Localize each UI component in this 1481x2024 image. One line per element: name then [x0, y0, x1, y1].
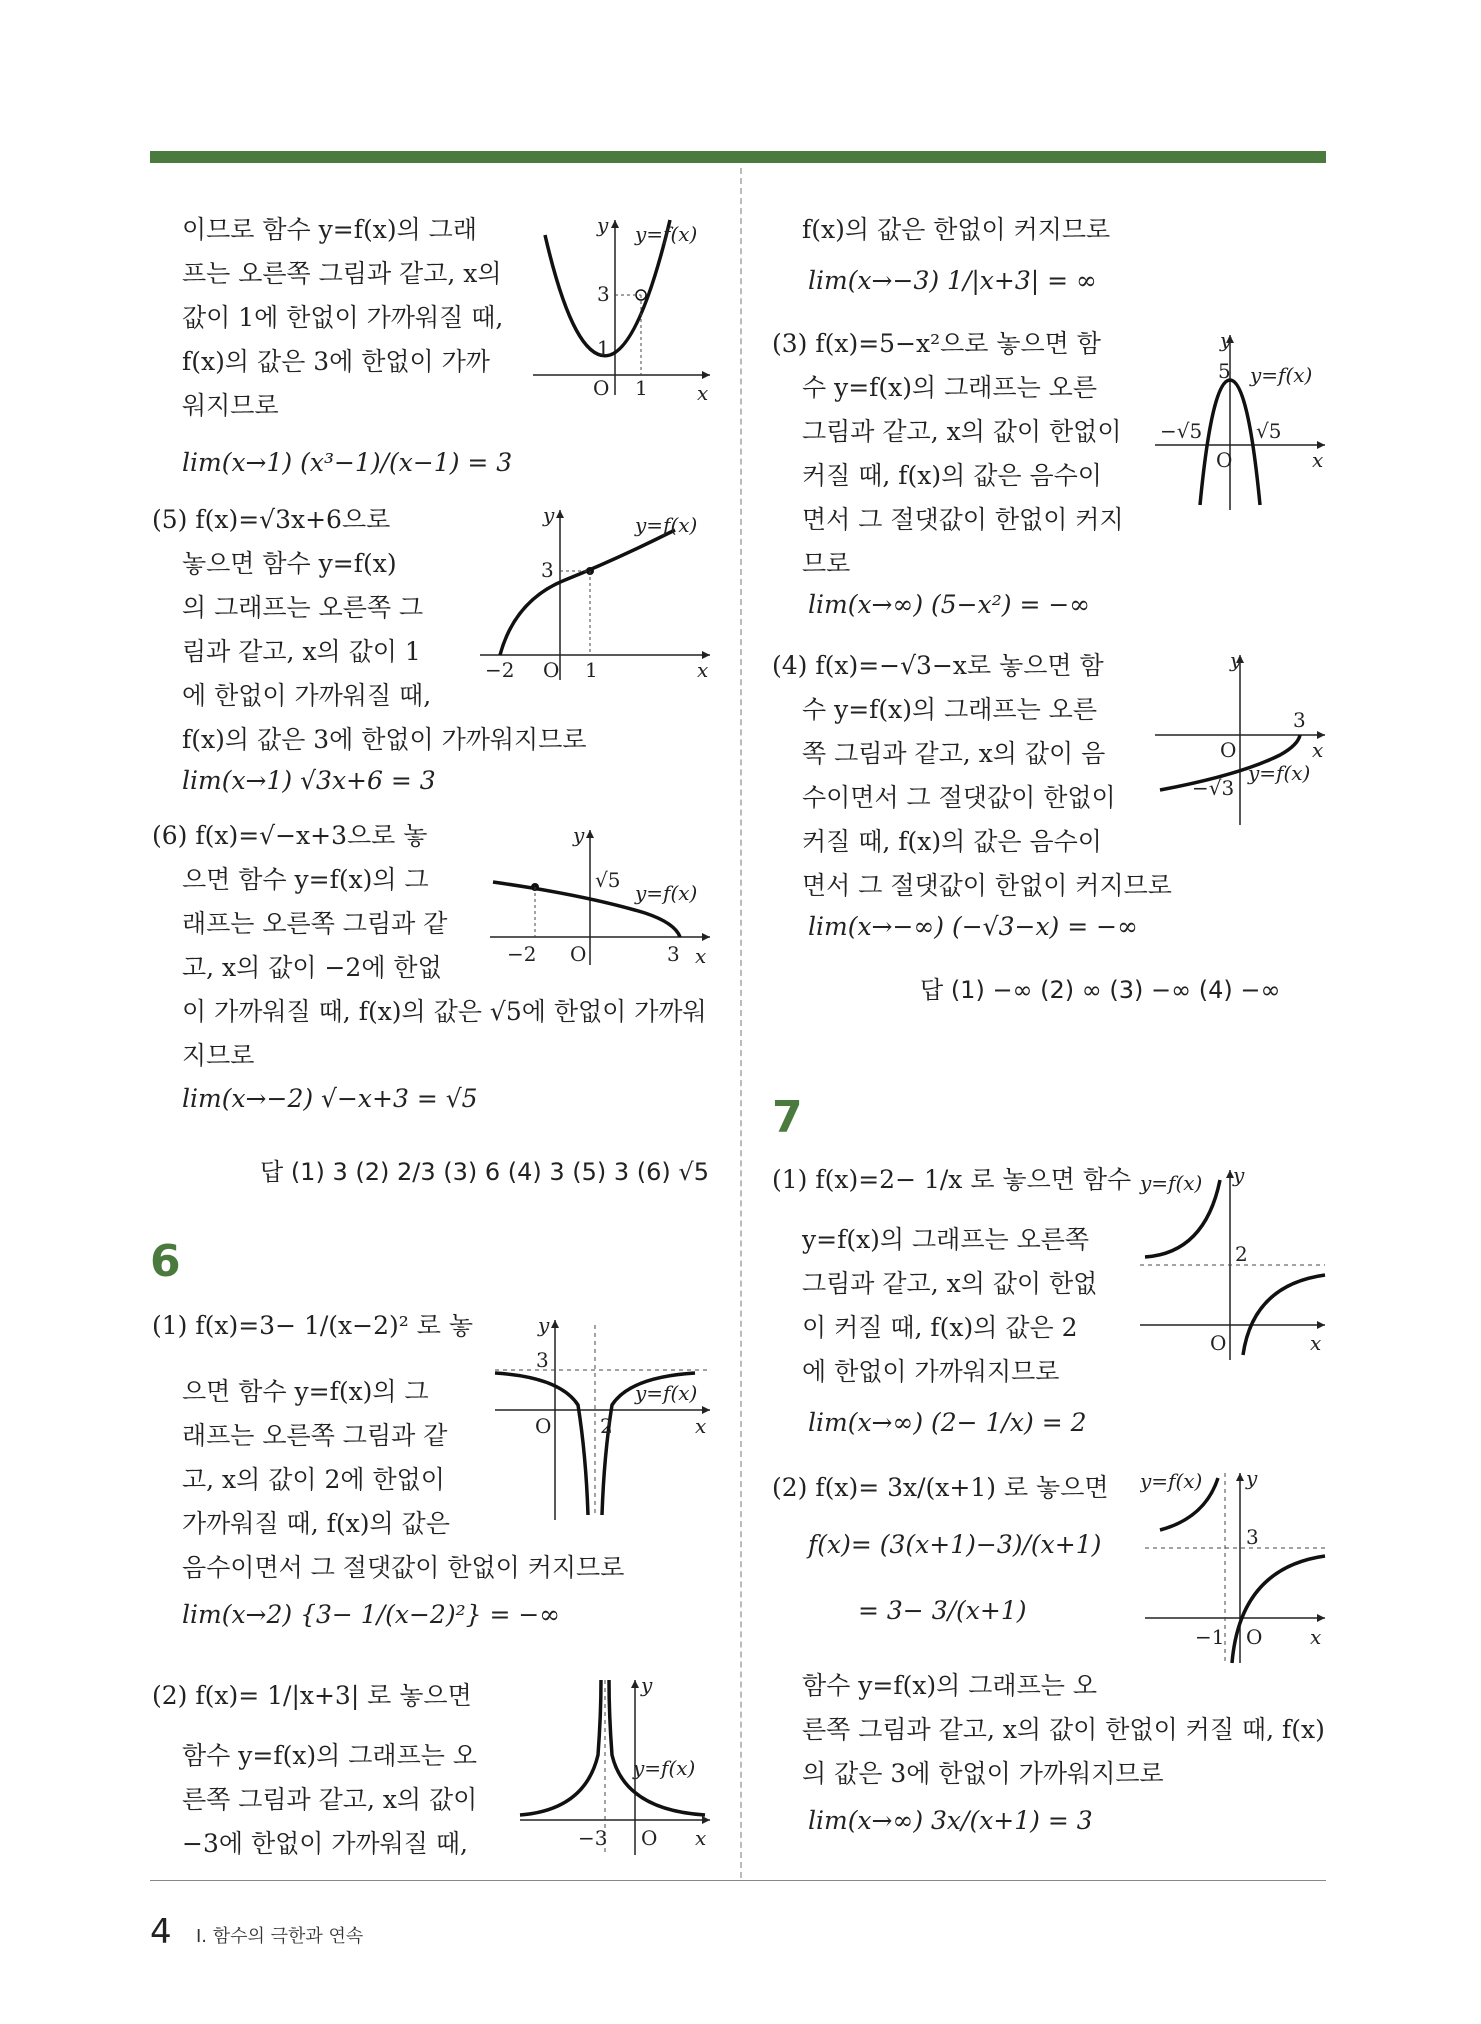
text-line: 에 한없이 가까워질 때,: [182, 681, 432, 710]
tick-label: 2: [600, 1414, 613, 1438]
x-axis-label: x: [695, 944, 707, 968]
origin-label: O: [535, 1414, 552, 1438]
graph-p4: [525, 215, 715, 400]
tick-label: 2: [1235, 1242, 1248, 1266]
text-line: f(x)의 값은 3에 한없이 가까: [182, 347, 490, 376]
tick-label: 3: [597, 282, 610, 306]
limit-expression: lim(x→−∞) (−√3−x) = −∞: [808, 912, 1138, 941]
origin-label: O: [570, 942, 587, 966]
tick-label: −2: [507, 942, 537, 966]
text-line: (4) f(x)=−√3−x로 놓으면 함: [772, 651, 1104, 680]
limit-expression: lim(x→−3) 1/|x+3| = ∞: [808, 266, 1097, 295]
y-axis-label: y: [1233, 1165, 1245, 1187]
text-line: f(x)의 값은 한없이 커지므로: [802, 215, 1111, 244]
x-axis-label: x: [1312, 738, 1324, 762]
limit-expression: lim(x→∞) (5−x²) = −∞: [808, 590, 1091, 619]
x-axis-label: x: [1312, 448, 1324, 472]
text-line: 고, x의 값이 2에 한없이: [182, 1465, 445, 1494]
text-line: 므로: [802, 549, 851, 578]
tick-label: 1: [635, 376, 648, 400]
curve-label: y=f(x): [1140, 1469, 1203, 1493]
origin-label: O: [1210, 1331, 1227, 1355]
text-line: 의 값은 3에 한없이 가까워지므로: [802, 1759, 1164, 1788]
curve-label: y=f(x): [635, 1381, 698, 1405]
text-line: (6) f(x)=√−x+3으로 놓: [152, 821, 428, 850]
limit-expression: lim(x→1) √3x+6 = 3: [182, 766, 436, 795]
origin-label: O: [1220, 738, 1237, 762]
graph-6-1: [490, 1315, 715, 1525]
graph-6-2: [515, 1675, 715, 1860]
text-line: f(x)= (3(x+1)−3)/(x+1): [808, 1530, 1102, 1559]
graph-p3: [1150, 330, 1330, 515]
tick-label: 1: [597, 336, 610, 360]
text-line: 으면 함수 y=f(x)의 그: [182, 865, 429, 894]
x-axis-label: x: [697, 658, 709, 682]
text-line: 의 그래프는 오른쪽 그: [182, 593, 424, 622]
answer-line: 답 (1) 3 (2) 2/3 (3) 6 (4) 3 (5) 3 (6) √5: [260, 1158, 709, 1186]
tick-label: 3: [541, 558, 554, 582]
curve-label: y=f(x): [1250, 363, 1313, 387]
text-line: 값이 1에 한없이 가까워질 때,: [182, 303, 504, 332]
text-line: 림과 같고, x의 값이 1: [182, 637, 421, 666]
text-line: 수이면서 그 절댓값이 한없이: [802, 783, 1116, 812]
text-line: 면서 그 절댓값이 한없이 커지므로: [802, 871, 1172, 900]
text-line: −3에 한없이 가까워질 때,: [182, 1829, 468, 1858]
text-line: (5) f(x)=√3x+6으로: [152, 505, 391, 534]
text-line: 커질 때, f(x)의 값은 음수이: [802, 827, 1102, 856]
footer-rule: [150, 1880, 1326, 1881]
limit-expression: lim(x→−2) √−x+3 = √5: [182, 1084, 478, 1113]
text-line: 른쪽 그림과 같고, x의 값이 한없이 커질 때, f(x): [802, 1715, 1325, 1744]
text-line: (1) f(x)=3− 1/(x−2)² 로 놓: [152, 1311, 473, 1340]
text-line: = 3− 3/(x+1): [858, 1596, 1027, 1625]
column-divider: [740, 168, 742, 1878]
page-number: 4: [150, 1912, 172, 1952]
y-axis-label: y: [597, 215, 609, 237]
text-line: 고, x의 값이 −2에 한없: [182, 953, 442, 982]
tick-label: −√3: [1192, 776, 1235, 800]
text-line: 른쪽 그림과 같고, x의 값이: [182, 1785, 478, 1814]
text-line: 지므로: [182, 1041, 255, 1070]
y-axis-label: y: [1230, 650, 1242, 672]
y-axis-label: y: [543, 505, 555, 527]
section-number: 7: [772, 1092, 803, 1143]
text-line: (3) f(x)=5−x²으로 놓으면 함: [772, 329, 1101, 358]
y-axis-label: y: [641, 1675, 653, 1697]
tick-label: 3: [1293, 708, 1306, 732]
text-line: y=f(x)의 그래프는 오른쪽: [802, 1225, 1090, 1254]
limit-expression: lim(x→2) {3− 1/(x−2)²} = −∞: [182, 1600, 561, 1629]
text-line: 그림과 같고, x의 값이 한없: [802, 1269, 1098, 1298]
limit-expression: lim(x→∞) (2− 1/x) = 2: [808, 1408, 1087, 1437]
tick-label: √5: [595, 868, 621, 892]
tick-label: √5: [1256, 419, 1282, 443]
origin-label: O: [1246, 1625, 1263, 1649]
tick-label: −√5: [1160, 419, 1203, 443]
y-axis-label: y: [1220, 330, 1232, 352]
text-line: 놓으면 함수 y=f(x): [182, 549, 397, 578]
text-line: 에 한없이 가까워지므로: [802, 1357, 1060, 1386]
limit-expression: lim(x→1) (x³−1)/(x−1) = 3: [182, 448, 513, 477]
text-line: 래프는 오른쪽 그림과 같: [182, 909, 448, 938]
x-axis-label: x: [697, 381, 709, 400]
y-axis-label: y: [1246, 1468, 1258, 1490]
origin-label: O: [543, 658, 560, 682]
section-number: 6: [150, 1236, 181, 1287]
text-line: 래프는 오른쪽 그림과 같: [182, 1421, 448, 1450]
text-line: (2) f(x)= 3x/(x+1) 로 놓으면: [772, 1473, 1109, 1502]
tick-label: 3: [667, 942, 680, 966]
chapter-title: Ⅰ. 함수의 극한과 연속: [196, 1926, 364, 1947]
text-line: 가까워질 때, f(x)의 값은: [182, 1509, 450, 1538]
text-line: 프는 오른쪽 그림과 같고, x의: [182, 259, 502, 288]
curve-label: y=f(x): [635, 513, 698, 537]
text-line: 수 y=f(x)의 그래프는 오른: [802, 695, 1097, 724]
tick-label: −2: [485, 658, 515, 682]
text-line: (1) f(x)=2− 1/x 로 놓으면 함수: [772, 1165, 1132, 1194]
curve-label: y=f(x): [1248, 761, 1311, 785]
x-axis-label: x: [1310, 1331, 1322, 1355]
text-line: 수 y=f(x)의 그래프는 오른: [802, 373, 1097, 402]
graph-p5: [475, 505, 715, 685]
text-line: (2) f(x)= 1/|x+3| 로 놓으면: [152, 1681, 472, 1710]
text-line: 함수 y=f(x)의 그래프는 오: [802, 1671, 1097, 1700]
text-line: f(x)의 값은 3에 한없이 가까워지므로: [182, 725, 587, 754]
text-line: 워지므로: [182, 391, 279, 420]
curve-label: y=f(x): [1140, 1171, 1203, 1195]
origin-label: O: [641, 1826, 658, 1850]
x-axis-label: x: [1310, 1625, 1322, 1649]
tick-label: 5: [1218, 359, 1231, 383]
text-line: 음수이면서 그 절댓값이 한없이 커지므로: [182, 1553, 625, 1582]
x-axis-label: x: [695, 1826, 707, 1850]
curve-label: y=f(x): [633, 1756, 696, 1780]
tick-label: −3: [578, 1826, 608, 1850]
tick-label: 3: [1246, 1525, 1259, 1549]
graph-7-1: [1135, 1165, 1330, 1365]
curve-label: y=f(x): [635, 881, 698, 905]
text-line: 이 가까워질 때, f(x)의 값은 √5에 한없이 가까워: [182, 997, 707, 1026]
graph-p4-right: [1150, 650, 1330, 830]
origin-label: O: [1216, 448, 1233, 472]
text-line: 이 커질 때, f(x)의 값은 2: [802, 1313, 1078, 1342]
x-axis-label: x: [695, 1414, 707, 1438]
text-line: 커질 때, f(x)의 값은 음수이: [802, 461, 1102, 490]
top-green-bar: [150, 151, 1326, 163]
y-axis-label: y: [573, 825, 585, 847]
curve-label: y=f(x): [635, 222, 698, 246]
text-line: 이므로 함수 y=f(x)의 그래: [182, 215, 477, 244]
origin-label: O: [593, 376, 610, 400]
text-line: 그림과 같고, x의 값이 한없이: [802, 417, 1122, 446]
graph-p6: [485, 825, 715, 975]
answer-line: 답 (1) −∞ (2) ∞ (3) −∞ (4) −∞: [920, 976, 1281, 1004]
graph-7-2: [1140, 1468, 1330, 1668]
text-line: 면서 그 절댓값이 한없이 커지: [802, 505, 1124, 534]
tick-label: 1: [585, 658, 598, 682]
text-line: 으면 함수 y=f(x)의 그: [182, 1377, 429, 1406]
limit-expression: lim(x→∞) 3x/(x+1) = 3: [808, 1806, 1093, 1835]
tick-label: −1: [1195, 1625, 1225, 1649]
text-line: 함수 y=f(x)의 그래프는 오: [182, 1741, 477, 1770]
y-axis-label: y: [538, 1315, 550, 1337]
text-line: 쪽 그림과 같고, x의 값이 음: [802, 739, 1106, 768]
tick-label: 3: [536, 1348, 549, 1372]
